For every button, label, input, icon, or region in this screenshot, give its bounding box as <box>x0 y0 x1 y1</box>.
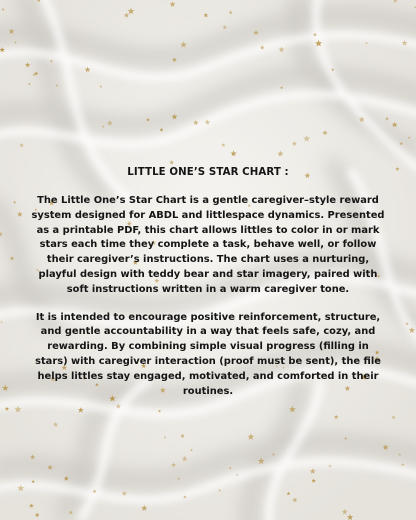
star-chart-description <box>30 166 386 412</box>
page-title: LITTLE ONE’S STAR CHART : <box>127 167 289 178</box>
description-paragraph-1: The Little One’s Star Chart is a gentle caregiver–style reward system designed for ABDL and littlespace dynamics. Presented as a printable PDF, this chart allows littles to color in or mark stars each time they complete a task, behave well, or follow their caregiver’s instructions. The chart uses a nurturing, playful design with teddy bear and star imagery, paired with soft instructions written in a warm caregiver tone. <box>31 195 385 295</box>
description-paragraph-2: It is intended to encourage positive reinforcement, structure, and gentle accountability in a way that feels safe, cozy, and rewarding. By combining simple visual progress (filling in stars) with caregiver interaction (proof must be sent), the file helps littles stay engaged, motivated, and comforted in their routines. <box>35 311 381 397</box>
